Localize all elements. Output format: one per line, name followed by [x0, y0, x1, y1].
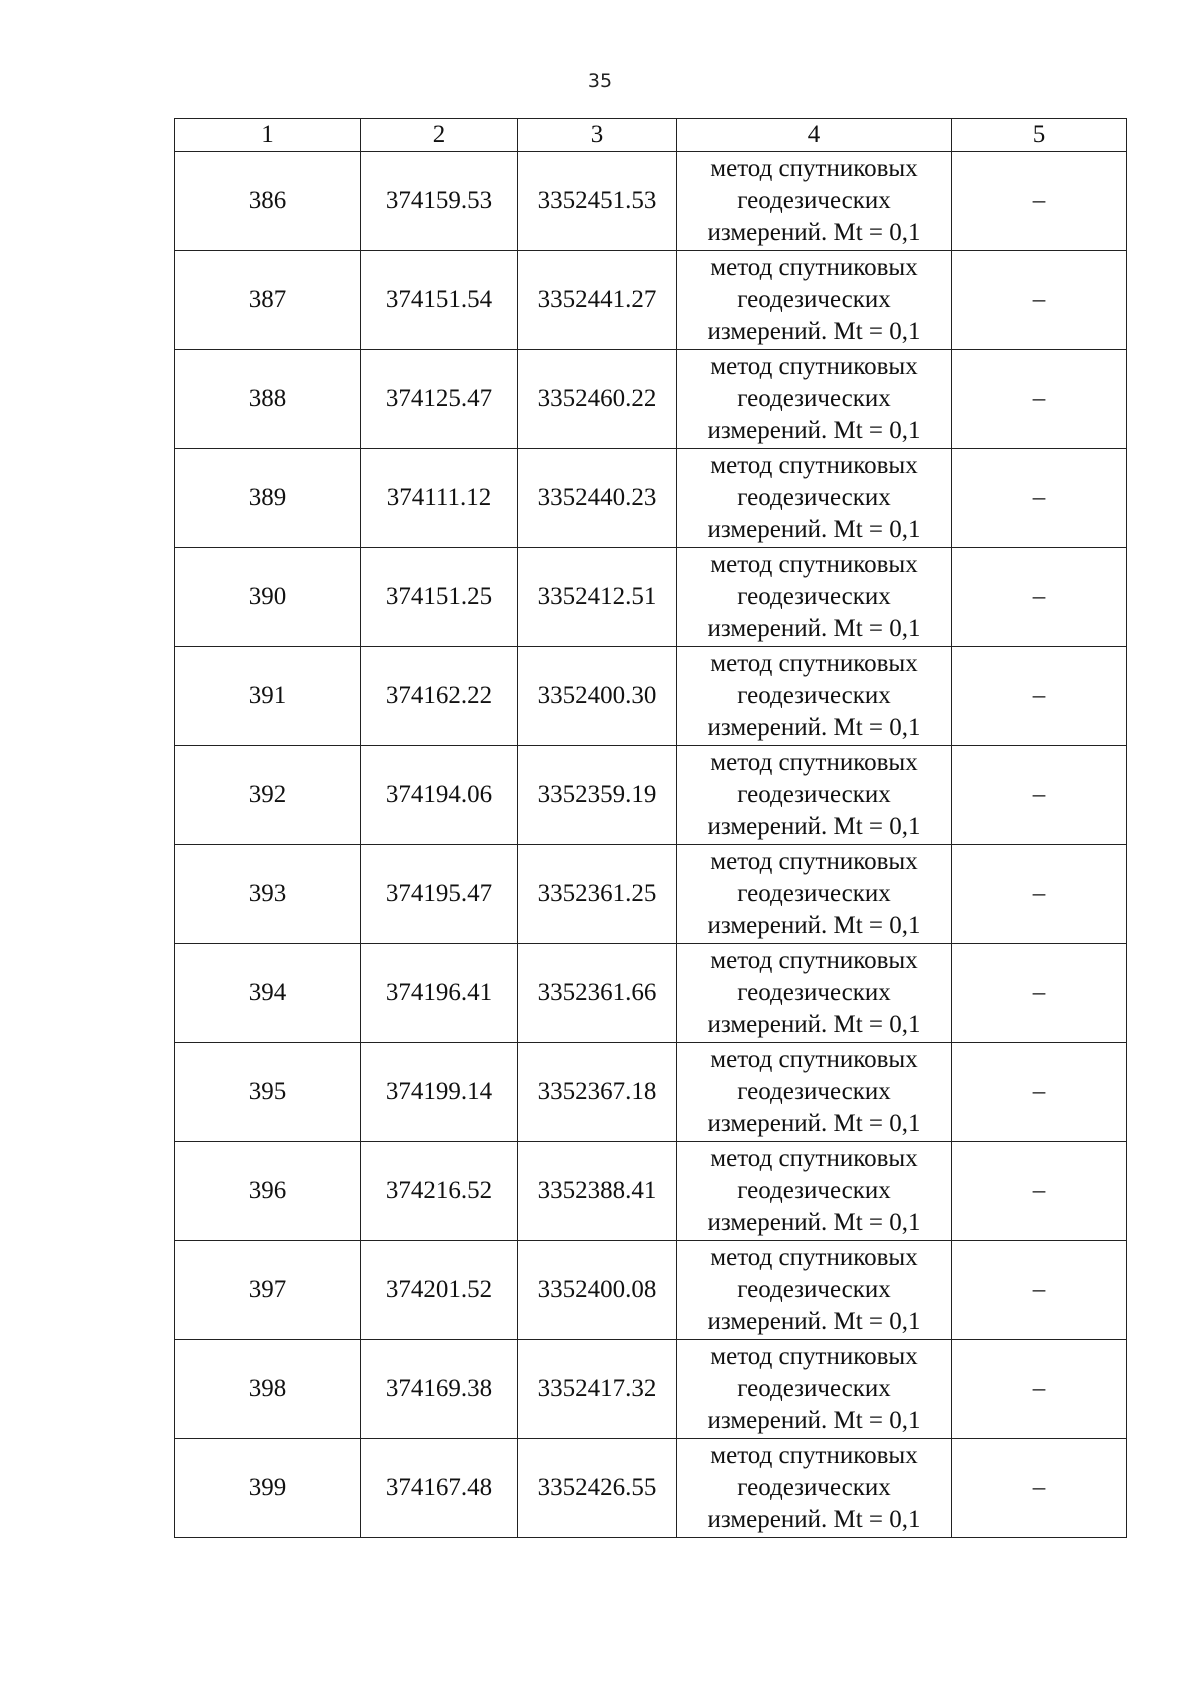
note-cell: –	[952, 350, 1127, 449]
x-coordinate-cell: 374201.52	[361, 1241, 518, 1340]
method-line: метод спутниковых	[710, 1244, 918, 1271]
method-line: геодезических	[737, 1177, 891, 1204]
method-cell	[677, 746, 952, 845]
method-line: измерений. Mt = 0,1	[707, 1308, 921, 1335]
point-number-cell: 389	[175, 449, 361, 548]
point-number-cell: 390	[175, 548, 361, 647]
table-row	[175, 845, 1127, 944]
method-line: геодезических	[737, 583, 891, 610]
method-line: метод спутниковых	[710, 848, 918, 875]
method-line: геодезических	[737, 385, 891, 412]
y-coordinate-cell: 3352426.55	[518, 1439, 677, 1538]
point-number-cell: 398	[175, 1340, 361, 1439]
method-line: геодезических	[737, 880, 891, 907]
point-number-cell: 394	[175, 944, 361, 1043]
y-coordinate-cell: 3352412.51	[518, 548, 677, 647]
method-cell	[677, 845, 952, 944]
method-line: метод спутниковых	[710, 353, 918, 380]
method-line: метод спутниковых	[710, 1442, 918, 1469]
y-coordinate-cell: 3352388.41	[518, 1142, 677, 1241]
point-number-cell: 396	[175, 1142, 361, 1241]
note-cell: –	[952, 1241, 1127, 1340]
note-cell: –	[952, 152, 1127, 251]
method-line: измерений. Mt = 0,1	[707, 1506, 921, 1533]
y-coordinate-cell: 3352359.19	[518, 746, 677, 845]
y-coordinate-cell: 3352460.22	[518, 350, 677, 449]
method-line: измерений. Mt = 0,1	[707, 417, 921, 444]
note-cell: –	[952, 449, 1127, 548]
method-line: метод спутниковых	[710, 254, 918, 281]
x-coordinate-cell: 374125.47	[361, 350, 518, 449]
note-cell: –	[952, 1439, 1127, 1538]
point-number-cell: 397	[175, 1241, 361, 1340]
table-row	[175, 944, 1127, 1043]
y-coordinate-cell: 3352400.30	[518, 647, 677, 746]
x-coordinate-cell: 374194.06	[361, 746, 518, 845]
method-line: метод спутниковых	[710, 452, 918, 479]
x-coordinate-cell: 374162.22	[361, 647, 518, 746]
table-row	[175, 251, 1127, 350]
y-coordinate-cell: 3352440.23	[518, 449, 677, 548]
table-row	[175, 1439, 1127, 1538]
method-line: измерений. Mt = 0,1	[707, 615, 921, 642]
point-number-cell: 393	[175, 845, 361, 944]
point-number-cell: 387	[175, 251, 361, 350]
method-line: метод спутниковых	[710, 1046, 918, 1073]
x-coordinate-cell: 374159.53	[361, 152, 518, 251]
method-line: геодезических	[737, 1276, 891, 1303]
table-row	[175, 1340, 1127, 1439]
method-cell	[677, 350, 952, 449]
column-header-2: 2	[361, 119, 518, 152]
note-cell: –	[952, 548, 1127, 647]
method-line: геодезических	[737, 484, 891, 511]
method-line: измерений. Mt = 0,1	[707, 219, 921, 246]
table-row	[175, 449, 1127, 548]
table-row	[175, 1142, 1127, 1241]
y-coordinate-cell: 3352441.27	[518, 251, 677, 350]
x-coordinate-cell: 374151.25	[361, 548, 518, 647]
note-cell: –	[952, 845, 1127, 944]
method-line: метод спутниковых	[710, 551, 918, 578]
table-body	[175, 152, 1127, 1538]
method-line: измерений. Mt = 0,1	[707, 318, 921, 345]
note-cell: –	[952, 1340, 1127, 1439]
x-coordinate-cell: 374199.14	[361, 1043, 518, 1142]
method-line: измерений. Mt = 0,1	[707, 714, 921, 741]
table-row	[175, 548, 1127, 647]
table-header-row	[175, 119, 1127, 152]
method-line: метод спутниковых	[710, 650, 918, 677]
method-line: метод спутниковых	[710, 1343, 918, 1370]
point-number-cell: 391	[175, 647, 361, 746]
method-line: измерений. Mt = 0,1	[707, 912, 921, 939]
method-line: метод спутниковых	[710, 749, 918, 776]
x-coordinate-cell: 374169.38	[361, 1340, 518, 1439]
point-number-cell: 399	[175, 1439, 361, 1538]
method-line: измерений. Mt = 0,1	[707, 813, 921, 840]
table-row	[175, 1043, 1127, 1142]
note-cell: –	[952, 1142, 1127, 1241]
x-coordinate-cell: 374216.52	[361, 1142, 518, 1241]
x-coordinate-cell: 374196.41	[361, 944, 518, 1043]
column-header-3: 3	[518, 119, 677, 152]
method-line: геодезических	[737, 187, 891, 214]
y-coordinate-cell: 3352361.25	[518, 845, 677, 944]
point-number-cell: 388	[175, 350, 361, 449]
x-coordinate-cell: 374195.47	[361, 845, 518, 944]
y-coordinate-cell: 3352417.32	[518, 1340, 677, 1439]
method-line: геодезических	[737, 1078, 891, 1105]
method-cell	[677, 1439, 952, 1538]
y-coordinate-cell: 3352361.66	[518, 944, 677, 1043]
method-cell	[677, 1340, 952, 1439]
y-coordinate-cell: 3352451.53	[518, 152, 677, 251]
x-coordinate-cell: 374167.48	[361, 1439, 518, 1538]
y-coordinate-cell: 3352367.18	[518, 1043, 677, 1142]
method-cell	[677, 944, 952, 1043]
note-cell: –	[952, 647, 1127, 746]
y-coordinate-cell: 3352400.08	[518, 1241, 677, 1340]
note-cell: –	[952, 746, 1127, 845]
method-line: измерений. Mt = 0,1	[707, 516, 921, 543]
table-row	[175, 647, 1127, 746]
method-cell	[677, 548, 952, 647]
method-cell	[677, 152, 952, 251]
note-cell: –	[952, 251, 1127, 350]
x-coordinate-cell: 374151.54	[361, 251, 518, 350]
point-number-cell: 395	[175, 1043, 361, 1142]
table-row	[175, 350, 1127, 449]
method-line: геодезических	[737, 682, 891, 709]
method-cell	[677, 449, 952, 548]
method-line: геодезических	[737, 979, 891, 1006]
table-row	[175, 746, 1127, 845]
method-cell	[677, 1043, 952, 1142]
method-line: измерений. Mt = 0,1	[707, 1407, 921, 1434]
method-line: измерений. Mt = 0,1	[707, 1209, 921, 1236]
method-line: геодезических	[737, 1375, 891, 1402]
method-line: измерений. Mt = 0,1	[707, 1011, 921, 1038]
method-line: геодезических	[737, 286, 891, 313]
method-line: измерений. Mt = 0,1	[707, 1110, 921, 1137]
method-cell	[677, 1142, 952, 1241]
column-header-4: 4	[677, 119, 952, 152]
x-coordinate-cell: 374111.12	[361, 449, 518, 548]
column-header-1: 1	[175, 119, 361, 152]
note-cell: –	[952, 1043, 1127, 1142]
method-line: метод спутниковых	[710, 1145, 918, 1172]
method-cell	[677, 1241, 952, 1340]
method-cell	[677, 647, 952, 746]
note-cell: –	[952, 944, 1127, 1043]
table-row	[175, 1241, 1127, 1340]
page-number: 35	[587, 70, 613, 92]
coordinates-table	[174, 118, 1127, 1538]
point-number-cell: 392	[175, 746, 361, 845]
column-header-5: 5	[952, 119, 1127, 152]
point-number-cell: 386	[175, 152, 361, 251]
method-line: геодезических	[737, 1474, 891, 1501]
method-line: метод спутниковых	[710, 155, 918, 182]
method-line: метод спутниковых	[710, 947, 918, 974]
method-cell	[677, 251, 952, 350]
method-line: геодезических	[737, 781, 891, 808]
table-row	[175, 152, 1127, 251]
